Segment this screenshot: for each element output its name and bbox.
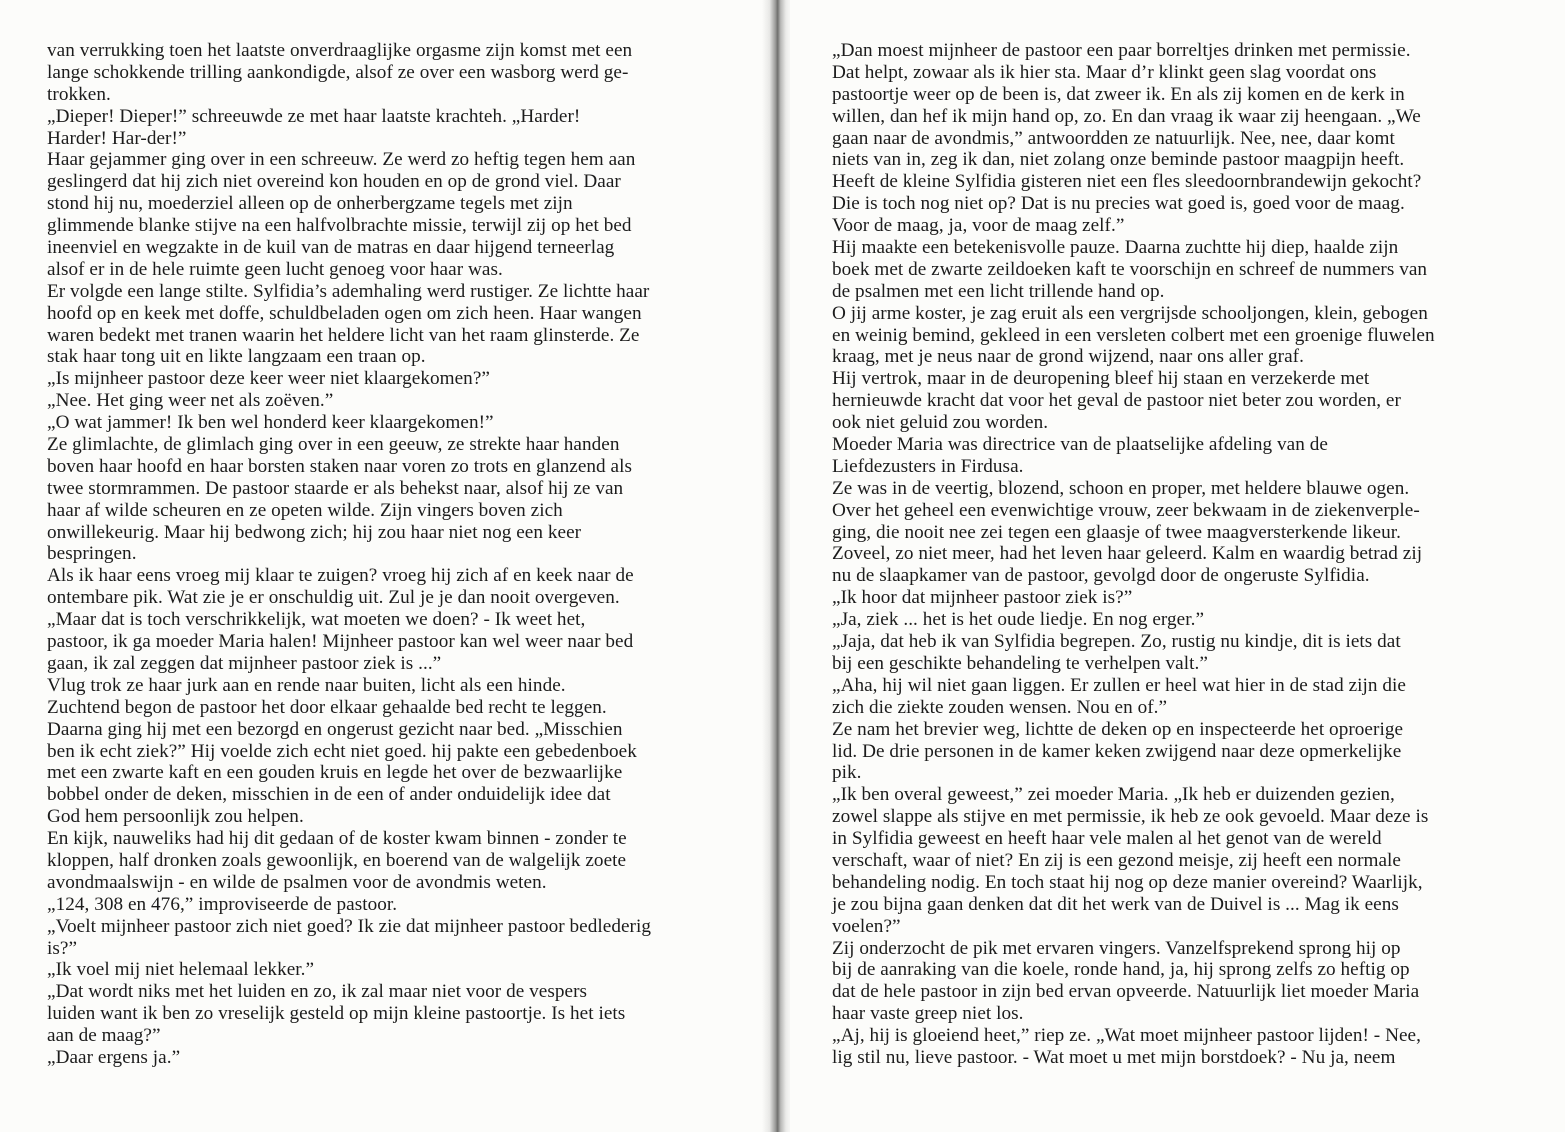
text-line: ontembare pik. Wat zie je er onschuldig uit. Zul je je dan nooit overgeven.	[47, 587, 620, 609]
text-line: Hij maakte een betekenisvolle pauze. Daarna zuchtte hij diep, haalde zijn	[832, 237, 1399, 259]
right-page	[790, 0, 1565, 1132]
text-line: Harder! Har-der!”	[47, 127, 187, 149]
text-line: ging, die nooit nee zei tegen een glaasje of twee maagversterkende likeur.	[832, 521, 1401, 543]
text-line: luiden want ik ben zo vreselijk gesteld op mijn kleine pastoortje. Is het iets	[47, 1003, 626, 1025]
text-line: gaan, ik zal zeggen dat mijnheer pastoor ziek is ...”	[47, 652, 442, 674]
text-line: „Ik voel mij niet helemaal lekker.”	[47, 959, 315, 981]
text-line: Moeder Maria was directrice van de plaatselijke afdeling van de	[832, 434, 1328, 456]
text-line: „Dat wordt niks met het luiden en zo, ik zal maar niet voor de vespers	[47, 981, 588, 1003]
text-line: verschaft, waar of niet? En zij is een gezond meisje, zij heeft een normale	[832, 849, 1401, 871]
text-line: stond hij nu, moederziel alleen op de onherbergzame tegels met zijn	[47, 193, 573, 215]
text-line: „124, 308 en 476,” improviseerde de pastoor.	[47, 893, 398, 915]
text-line: God hem persoonlijk zou helpen.	[47, 806, 304, 828]
text-line: Zij onderzocht de pik met ervaren vingers. Vanzelfsprekend sprong hij op	[832, 937, 1401, 959]
book-gutter	[762, 0, 792, 1132]
text-line: voelen?”	[832, 915, 901, 937]
text-line: in Sylfidia geweest en heeft haar vele malen al het genot van de wereld	[832, 828, 1382, 850]
text-line: hoofd op en keek met doffe, schuldbeladen ogen om zich heen. Haar wangen	[47, 302, 642, 324]
text-line: „Jaja, dat heb ik van Sylfidia begrepen. Zo, rustig nu kindje, dit is iets dat	[832, 631, 1401, 653]
text-line: O jij arme koster, je zag eruit als een vergrijsde schooljongen, klein, gebogen	[832, 302, 1428, 324]
text-line: onwillekeurig. Maar hij bedwong zich; hij zou haar niet nog een keer	[47, 521, 582, 543]
text-line: kraag, met je neus naar de grond wijzend, naar ons aller graf.	[832, 346, 1304, 368]
text-line: Hij vertrok, maar in de deuropening bleef hij staan en verzekerde met	[832, 368, 1370, 390]
text-line: kloppen, half dronken zoals gewoonlijk, en boerend van de walgelijk zoete	[47, 849, 627, 871]
right-page-text	[832, 40, 1435, 1069]
text-line: Zuchtend begon de pastoor het door elkaar gehaalde bed recht te leggen.	[47, 696, 607, 718]
text-line: Liefdezusters in Firdusa.	[832, 455, 1024, 477]
text-line: „Ik ben overal geweest,” zei moeder Maria. „Ik heb er duizenden gezien,	[832, 784, 1395, 806]
text-line: ben ik echt ziek?” Hij voelde zich echt niet goed. hij pakte een gebedenboek	[47, 740, 637, 762]
text-line: boek met de zwarte zeildoeken kaft te voorschijn en schreef de nummers van	[832, 258, 1428, 280]
text-line: Ze was in de veertig, blozend, schoon en proper, met heldere blauwe ogen.	[832, 477, 1410, 499]
text-line: de psalmen met een licht trillende hand op.	[832, 280, 1165, 302]
text-line: lange schokkende trilling aankondigde, alsof ze over een wasborg werd ge-	[47, 61, 629, 83]
text-line: „Daar ergens ja.”	[47, 1046, 181, 1068]
text-line: pastoortje weer op de been is, dat zweer ik. En als zij komen en de kerk in	[832, 83, 1405, 105]
text-line: lig stil nu, lieve pastoor. - Wat moet u met mijn borstdoek? - Nu ja, neem	[832, 1046, 1396, 1068]
text-line: Als ik haar eens vroeg mij klaar te zuigen? vroeg hij zich af en keek naar de	[47, 565, 634, 587]
text-line: Ze nam het brevier weg, lichtte de deken op en inspecteerde het oproerige	[832, 718, 1404, 740]
text-line: alsof er in de hele ruimte geen lucht genoeg voor haar was.	[47, 258, 503, 280]
text-line: „O wat jammer! Ik ben wel honderd keer klaargekomen!”	[47, 412, 494, 434]
text-line: haar af wilde scheuren en ze opeten wilde. Zijn vingers boven zich	[47, 499, 563, 521]
text-line: bobbel onder de deken, misschien in de een of ander onduidelijk idee dat	[47, 784, 611, 806]
text-line: van verrukking toen het laatste onverdraaglijke orgasme zijn komst met een	[47, 40, 633, 61]
text-line: aan de maag?”	[47, 1025, 161, 1047]
text-line: waren bedekt met tranen waarin het heldere licht van het raam glinsterde. Ze	[47, 324, 640, 346]
text-line: pastoor, ik ga moeder Maria halen! Mijnheer pastoor kan wel weer naar bed	[47, 631, 634, 653]
text-line: twee stormrammen. De pastoor staarde er als behekst naar, alsof hij ze van	[47, 477, 624, 499]
text-line: is?”	[47, 937, 78, 959]
text-line: Zoveel, zo niet meer, had het leven haar geleerd. Kalm en waardig betrad zij	[832, 543, 1423, 565]
text-line: „Is mijnheer pastoor deze keer weer niet klaargekomen?”	[47, 368, 490, 390]
text-line: „Aha, hij wil niet gaan liggen. Er zullen er heel wat hier in de stad zijn die	[832, 674, 1406, 696]
text-line: je zou bijna gaan denken dat dit het werk van de Duivel is ... Mag ik eens	[832, 893, 1399, 915]
text-line: „Aj, hij is gloeiend heet,” riep ze. „Wat moet mijnheer pastoor lijden! - Nee,	[832, 1025, 1421, 1047]
text-line: Vlug trok ze haar jurk aan en rende naar buiten, licht als een hinde.	[47, 674, 566, 696]
left-page-text	[47, 40, 651, 1069]
text-line: „Dieper! Dieper!” schreeuwde ze met haar laatste krachteh. „Harder!	[47, 105, 581, 127]
text-line: „Ik hoor dat mijnheer pastoor ziek is?”	[832, 587, 1133, 609]
text-line: bespringen.	[47, 543, 137, 565]
text-line: bij de aanraking van die koele, ronde hand, ja, hij sprong zelfs zo heftig op	[832, 959, 1410, 981]
text-line: met een zwarte kaft en een gouden kruis en legde het over de bezwaarlijke	[47, 762, 623, 784]
text-line: „Ja, ziek ... het is het oude liedje. En nog erger.”	[832, 609, 1205, 631]
text-line: nu de slaapkamer van de pastoor, gevolgd door de ongeruste Sylfidia.	[832, 565, 1370, 587]
text-line: „Dan moest mijnheer de pastoor een paar borreltjes drinken met permissie.	[832, 40, 1411, 61]
text-line: ook niet geluid zou worden.	[832, 412, 1049, 434]
left-page	[0, 0, 768, 1132]
text-line: hernieuwde kracht dat voor het geval de pastoor niet beter zou worden, er	[832, 390, 1401, 412]
text-line: glimmende blanke stijve na een halfvolbrachte missie, terwijl zij op het bed	[47, 215, 632, 237]
text-line: Er volgde een lange stilte. Sylfidia’s ademhaling werd rustiger. Ze lichtte haar	[47, 280, 650, 302]
text-line: willen, dan hef ik mijn hand op, zo. En dan vraag ik waar zij heengaan. „We	[832, 105, 1421, 127]
text-line: Haar gejammer ging over in een schreeuw. Ze werd zo heftig tegen hem aan	[47, 149, 636, 171]
text-line: en weinig bemind, gekleed in een versleten colbert met een groenige fluwelen	[832, 324, 1435, 346]
text-line: boven haar hoofd en haar borsten staken naar voren zo trots en glanzend als	[47, 455, 633, 477]
text-line: avondmaalswijn - en wilde de psalmen voor de avondmis weten.	[47, 871, 547, 893]
text-line: Die is toch nog niet op? Dat is nu precies wat goed is, goed voor de maag.	[832, 193, 1405, 215]
text-line: „Voelt mijnheer pastoor zich niet goed? Ik zie dat mijnheer pastoor bedlederig	[47, 915, 652, 937]
text-line: En kijk, nauweliks had hij dit gedaan of de koster kwam binnen - zonder te	[47, 828, 627, 850]
text-line: lid. De drie personen in de kamer keken zwijgend naar deze opmerkelijke	[832, 740, 1402, 762]
text-line: Voor de maag, ja, voor de maag zelf.”	[832, 215, 1125, 237]
text-line: „Nee. Het ging weer net als zoëven.”	[47, 390, 334, 412]
text-line: dat de hele pastoor in zijn bed ervan opveerde. Natuurlijk liet moeder Maria	[832, 981, 1420, 1003]
text-line: zich die ziekte zouden wensen. Nou en of.”	[832, 696, 1168, 718]
text-line: behandeling nodig. En toch staat hij nog op deze manier overeind? Waarlijk,	[832, 871, 1423, 893]
text-line: trokken.	[47, 83, 111, 105]
text-line: Dat helpt, zowaar als ik hier sta. Maar d’r klinkt geen slag voordat ons	[832, 61, 1377, 83]
text-line: „Maar dat is toch verschrikkelijk, wat moeten we doen? - Ik weet het,	[47, 609, 586, 631]
text-line: bij een geschikte behandeling te verhelpen valt.”	[832, 652, 1208, 674]
text-line: Daarna ging hij met een bezorgd en ongerust gezicht naar bed. „Misschien	[47, 718, 623, 740]
text-line: Ze glimlachte, de glimlach ging over in een geeuw, ze strekte haar handen	[47, 434, 620, 456]
text-line: Over het geheel een evenwichtige vrouw, zeer bekwaam in de ziekenverple-	[832, 499, 1420, 521]
text-line: haar vaste greep niet los.	[832, 1003, 1024, 1025]
text-line: gaan naar de avondmis,” antwoordden ze natuurlijk. Nee, nee, daar komt	[832, 127, 1395, 149]
text-line: niets van in, zeg ik dan, niet zolang onze beminde pastoor maagpijn heeft.	[832, 149, 1405, 171]
text-line: pik.	[832, 762, 862, 784]
text-line: zowel slappe als stijve en met permissie, ik heb ze ook gevoeld. Maar deze is	[832, 806, 1429, 828]
text-line: Heeft de kleine Sylfidia gisteren niet een fles sleedoornbrandewijn gekocht?	[832, 171, 1422, 193]
text-line: geslingerd dat hij zich niet overeind kon houden en op de grond viel. Daar	[47, 171, 621, 193]
text-line: stak haar tong uit en likte langzaam een traan op.	[47, 346, 426, 368]
text-line: ineenviel en wegzakte in de kuil van de matras en daar hijgend terneerlag	[47, 237, 615, 259]
